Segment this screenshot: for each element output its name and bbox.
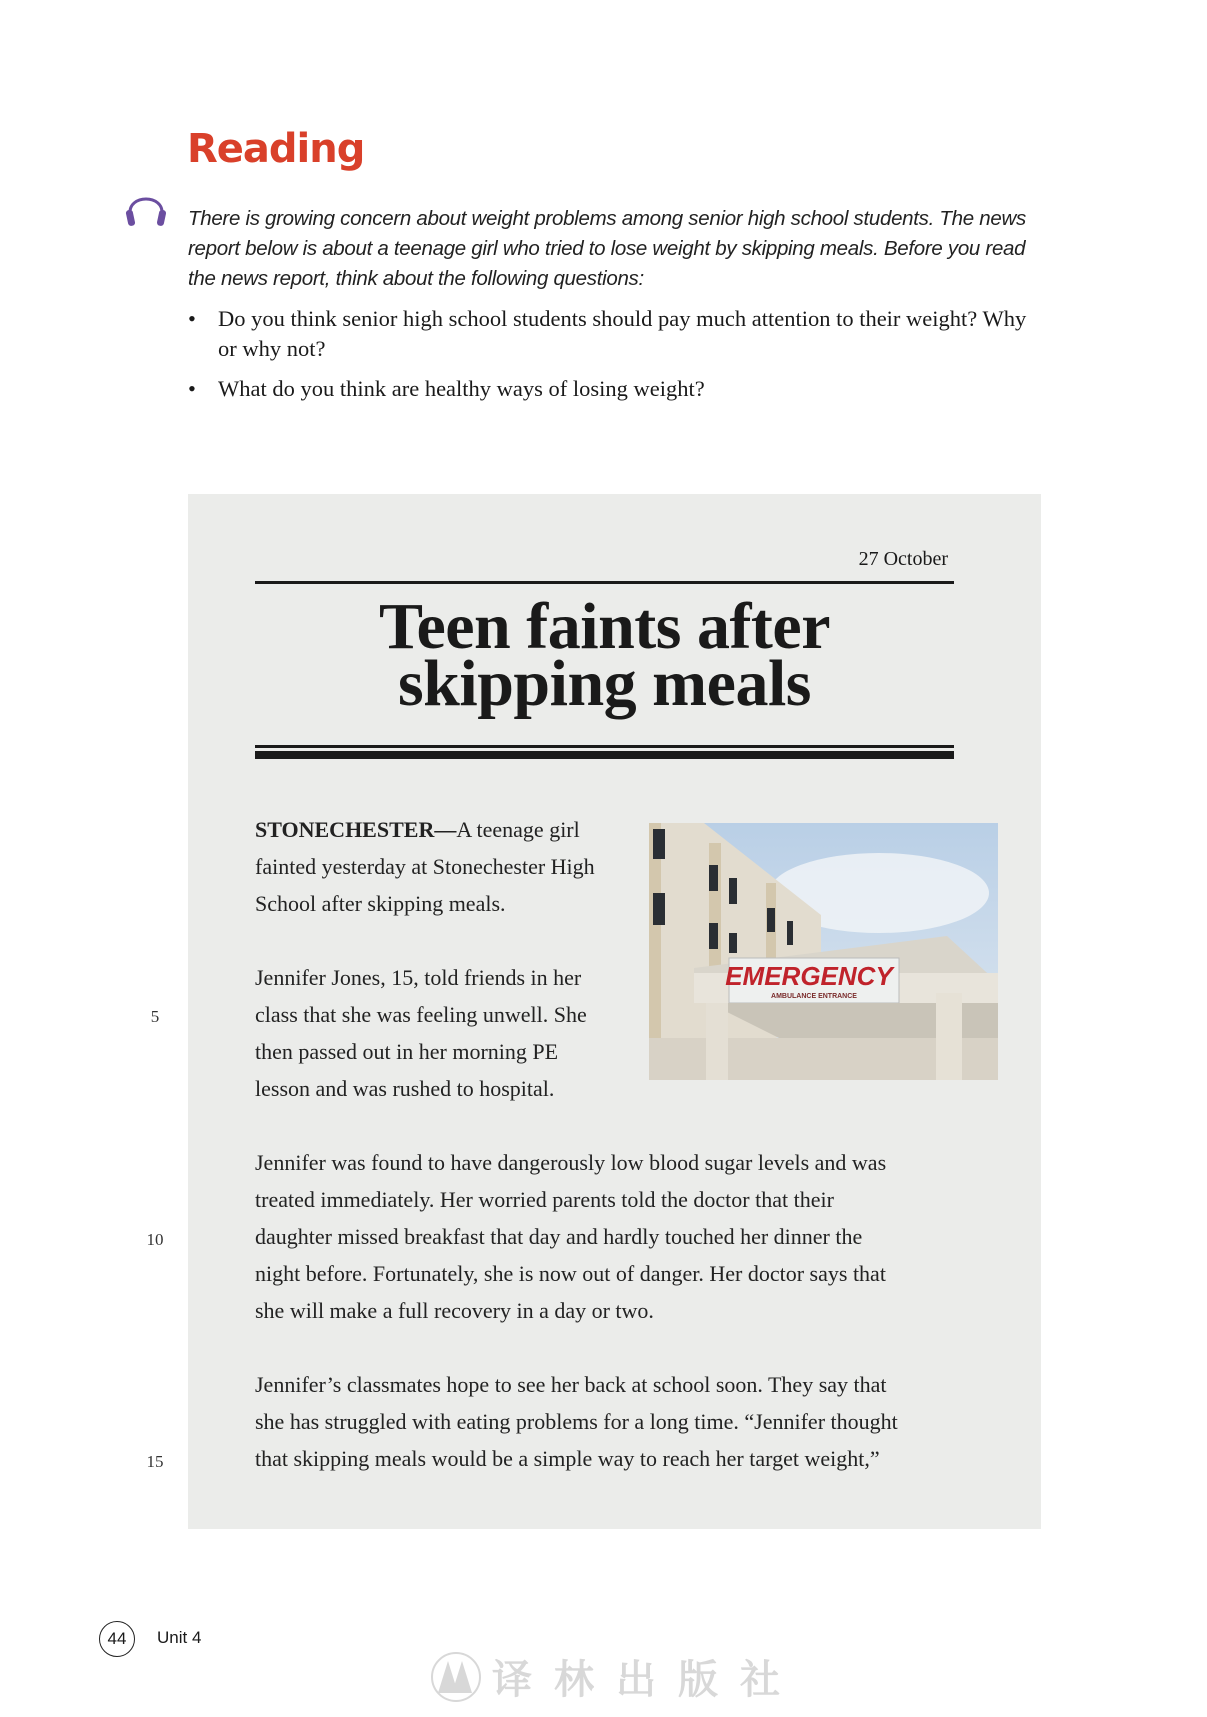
question-item: • What do you think are healthy ways of losing weight? — [188, 376, 705, 401]
line-number: 10 — [146, 1230, 164, 1249]
paragraph-1 — [255, 811, 645, 922]
watermark-text: 译林出版社 — [492, 1656, 802, 1703]
section-title: Reading — [187, 126, 365, 172]
text-line: she will make a full recovery in a day or two. — [255, 1298, 654, 1323]
text-line: class that she was feeling unwell. She — [255, 1002, 587, 1027]
question-text: Do you think senior high school students should pay much attention to their weight? Why or why not? — [218, 306, 1027, 361]
line-number: 15 — [146, 1452, 164, 1471]
text-line: daughter missed breakfast that day and hardly touched her dinner the — [255, 1224, 863, 1249]
paragraph-2 — [255, 959, 645, 1107]
question-text: What do you think are healthy ways of losing weight? — [218, 376, 705, 401]
text-line: Jennifer Jones, 15, told friends in her — [255, 965, 582, 990]
top-rule — [255, 581, 954, 584]
text-line: treated immediately. Her worried parents told the doctor that their — [255, 1187, 834, 1212]
text-line: School after skipping meals. — [255, 891, 506, 916]
text-line: fainted yesterday at Stonechester High — [255, 854, 595, 879]
line-number: 5 — [150, 1007, 160, 1026]
text-line: lesson and was rushed to hospital. — [255, 1076, 555, 1101]
article-date: 27 October — [858, 548, 948, 570]
headline-line: Teen faints after — [379, 590, 830, 663]
headline-line: skipping meals — [398, 647, 811, 720]
double-rule-bottom — [255, 751, 954, 759]
page-number: 44 — [99, 1621, 135, 1657]
text-line: then passed out in her morning PE — [255, 1039, 559, 1064]
text-line: Jennifer’s classmates hope to see her back at school soon. They say that — [255, 1372, 887, 1397]
publisher-watermark — [430, 1648, 802, 1705]
headphones-audio-icon[interactable] — [124, 186, 168, 230]
text-line: night before. Fortunately, she is now out of danger. Her doctor says that — [255, 1261, 886, 1286]
ambulance-entrance-text: AMBULANCE ENTRANCE — [771, 993, 857, 1000]
dateline: STONECHESTER— — [255, 817, 457, 842]
emergency-sign-text: EMERGENCY — [725, 961, 893, 991]
publisher-tree-logo-icon — [430, 1651, 482, 1703]
question-list — [188, 304, 1038, 414]
text-line: A teenage girl — [456, 817, 580, 842]
unit-label: Unit 4 — [157, 1628, 202, 1647]
hospital-emergency-photo — [649, 823, 998, 1080]
text-line: Jennifer was found to have dangerously low blood sugar levels and was — [255, 1150, 887, 1175]
headline — [255, 590, 954, 720]
text-line: that skipping meals would be a simple way to reach her target weight,” — [255, 1446, 880, 1471]
paragraph-4 — [255, 1366, 1015, 1477]
double-rule-top — [255, 745, 954, 748]
text-line: she has struggled with eating problems for a long time. “Jennifer thought — [255, 1409, 898, 1434]
paragraph-3 — [255, 1144, 1015, 1329]
intro-text: There is growing concern about weight problems among senior high school students. The news report below is about a teenage girl who tried to lose weight by skipping meals. Before you read the news report, think about the following questions: — [188, 207, 1026, 290]
question-item: • Do you think senior high school students should pay much attention to their weight? Why or why not? — [188, 306, 1027, 361]
